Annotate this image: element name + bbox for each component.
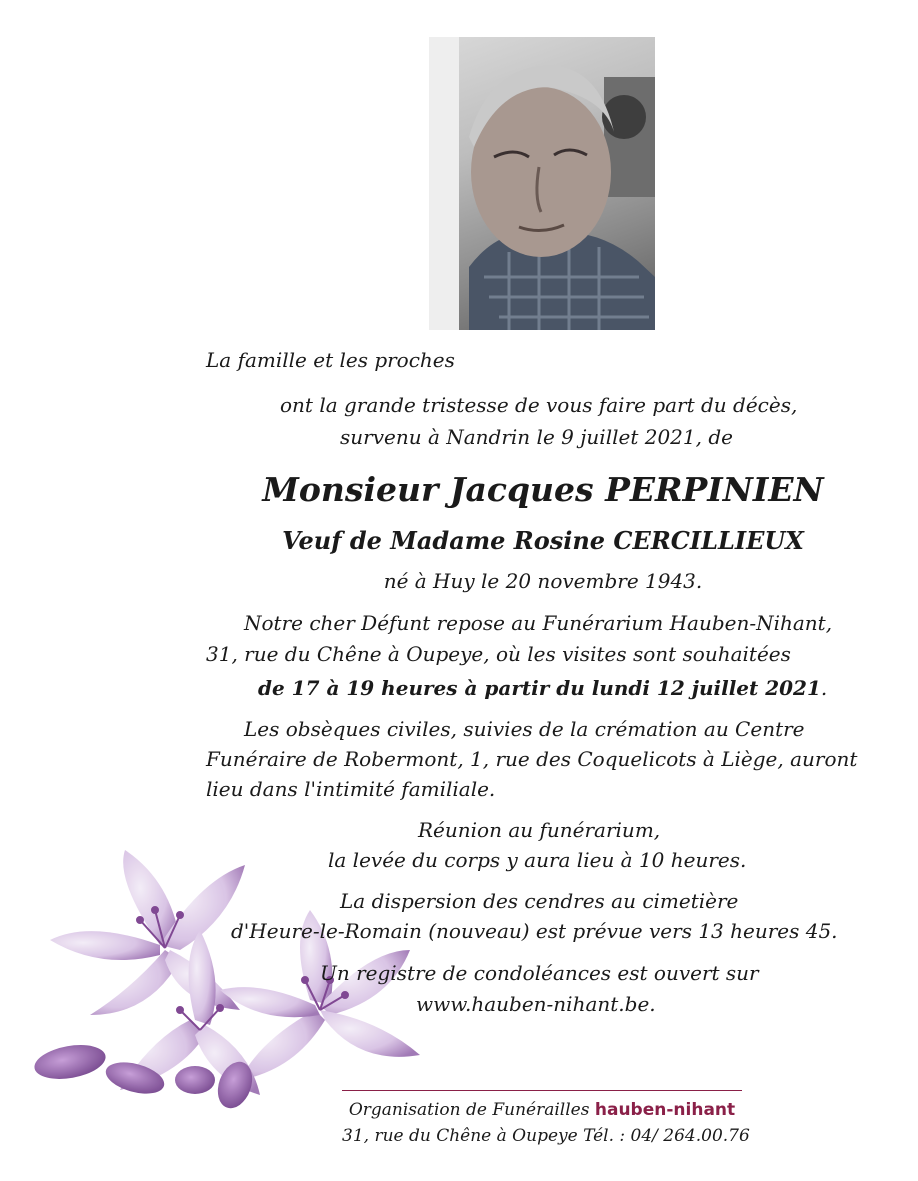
- death-date-line: survenu à Nandrin le 9 juillet 2021, de: [340, 425, 733, 449]
- footer-divider: [342, 1090, 742, 1091]
- register-url[interactable]: www.hauben-nihant.be.: [416, 992, 656, 1016]
- ceremony-line-1: Les obsèques civiles, suivies de la crémation au Centre: [244, 717, 805, 741]
- deceased-name: Monsieur Jacques PERPINIEN: [262, 470, 824, 509]
- ashes-line-2: d'Heure-le-Romain (nouveau) est prévue vers 13 heures 45.: [231, 919, 838, 943]
- ceremony-line-3: lieu dans l'intimité familiale.: [206, 777, 496, 801]
- portrait-photo: [429, 37, 655, 330]
- spouse-line: Veuf de Madame Rosine CERCILLIEUX: [282, 526, 804, 555]
- ashes-line-1: La dispersion des cendres au cimetière: [340, 889, 739, 913]
- visits-hours: de 17 à 19 heures à partir du lundi 12 juillet 2021: [258, 676, 821, 700]
- visits-end: .: [820, 676, 828, 700]
- meeting-line-2: la levée du corps y aura lieu à 10 heures.: [328, 848, 747, 872]
- rest-line-1: Notre cher Défunt repose au Funérarium Hauben-Nihant,: [244, 611, 833, 635]
- footer-address: 31, rue du Chêne à Oupeye Tél. : 04/ 264.00.76: [342, 1126, 750, 1146]
- brand-logo: hauben-nihant: [594, 1100, 736, 1120]
- footer-org-prefix: Organisation de Funérailles: [348, 1100, 590, 1120]
- visits-line: [258, 676, 827, 700]
- ceremony-line-2: Funéraire de Robermont, 1, rue des Coquelicots à Liège, auront: [206, 747, 858, 771]
- announcement-line: ont la grande tristesse de vous faire part du décès,: [280, 393, 798, 417]
- footer-organisation: [342, 1099, 742, 1121]
- rest-line-2: 31, rue du Chêne à Oupeye, où les visites sont souhaitées: [206, 642, 791, 666]
- birth-line: né à Huy le 20 novembre 1943.: [383, 569, 703, 593]
- meeting-line-1: Réunion au funérarium,: [418, 818, 661, 842]
- intro-text: La famille et les proches: [206, 348, 455, 372]
- register-line-1: Un registre de condoléances est ouvert sur: [320, 961, 759, 985]
